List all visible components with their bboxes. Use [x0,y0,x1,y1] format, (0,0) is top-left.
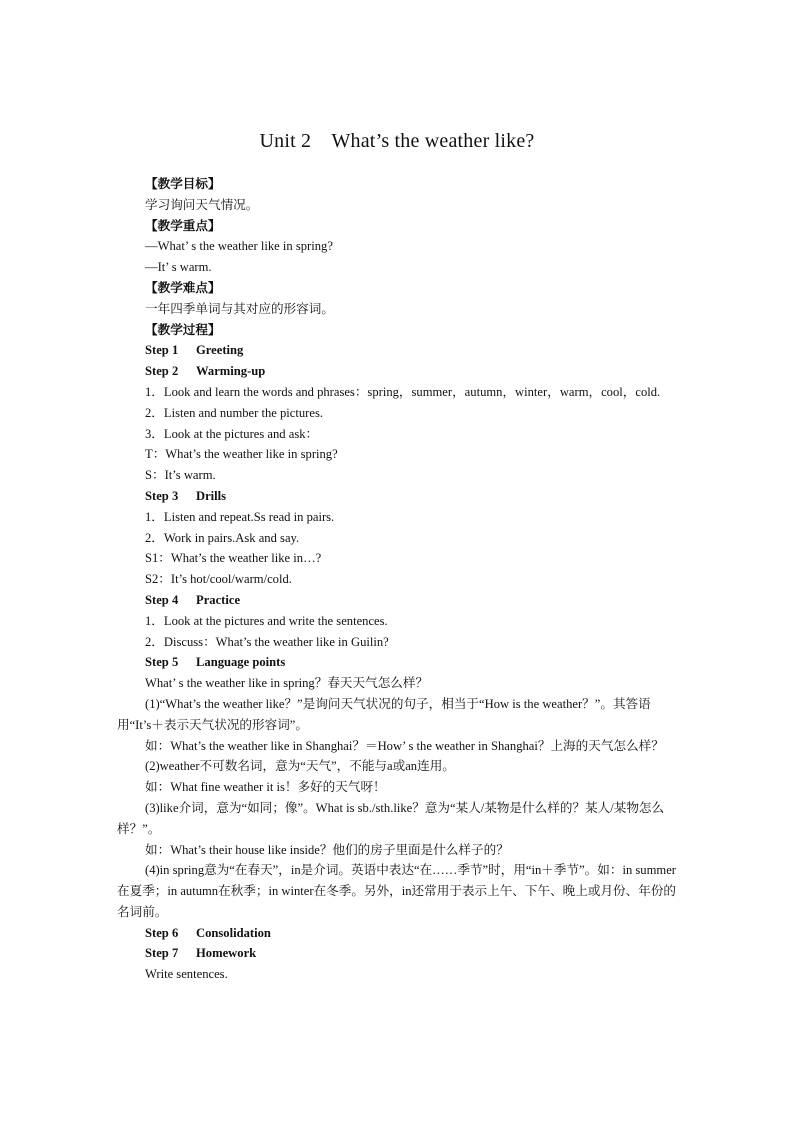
step-title: Consolidation [196,925,271,940]
key-points-heading: 【教学重点】 [145,218,221,233]
step-label: Step 5 [145,655,179,670]
process-heading: 【教学过程】 [145,322,221,337]
step-5-line: 如：What’s the weather like in Shanghai？＝How’ s the weather in Shanghai？上海的天气怎么样？ [145,738,664,753]
step-label: Step 2 [145,364,179,379]
document-body [117,174,683,985]
document-title: Unit 2 What’s the weather like? [259,130,535,152]
key-points-answer: —It’ s warm. [145,260,212,275]
step-3-line: 2．Work in pairs.Ask and say. [145,530,300,545]
step-label: Step 7 [145,946,179,961]
step-5-line: 如：What’s their house like inside？他们的房子里面是什么样子的？ [145,842,509,857]
step-3-line: S1：What’s the weather like in…? [145,551,322,566]
step-4-line: 1．Look at the pictures and write the sentences. [145,613,388,628]
step-title: Drills [196,488,227,503]
step-title: Practice [196,592,241,607]
step-4-line: 2．Discuss：What’s the weather like in Guilin? [145,634,389,649]
step-5-line: 如：What fine weather it is！多好的天气呀！ [145,780,386,795]
key-points-question: —What’ s the weather like in spring? [145,239,333,254]
step-4-heading [117,590,683,611]
objectives-heading: 【教学目标】 [145,177,221,191]
step-7-line: Write sentences. [145,967,228,982]
step-title: Homework [196,946,257,961]
step-label: Step 3 [145,488,179,503]
step-2-line: T：What’s the weather like in spring? [145,447,338,462]
step-3-line: S2：It’s hot/cool/warm/cold. [145,572,292,587]
step-1-heading [117,340,683,361]
step-2-line: 1．Look and learn the words and phrases：spring，summer，autumn，winter，warm，cool，cold. [145,384,661,399]
step-title: Warming-up [196,364,266,379]
step-5-line: (4)in spring意为“在春天”，in是介词。英语中表达“在……季节”时，用“in＋季节”。如：in summer在夏季；in autumn在秋季；in winter在冬季。另外，in还常用于表示上午、下午、晚上或月份、年份的名词前。 [117,863,677,919]
step-2-line: S：It’s warm. [145,468,216,483]
step-6-heading [117,923,683,944]
difficult-points-heading: 【教学难点】 [145,280,221,295]
step-3-heading [117,486,683,507]
step-5-line: What’ s the weather like in spring？春天天气怎么样？ [145,676,429,691]
step-5-line: (2)weather不可数名词，意为“天气”，不能与a或an连用。 [145,759,455,774]
difficult-points-text: 一年四季单词与其对应的形容词。 [145,301,334,316]
objectives-text: 学习询问天气情况。 [145,197,259,212]
step-title: Language points [196,655,286,670]
step-2-line: 3．Look at the pictures and ask： [145,426,319,441]
step-label: Step 1 [145,343,179,358]
step-2-heading [117,361,683,382]
step-title: Greeting [196,343,244,358]
step-5-line: (1)“What’s the weather like？”是询问天气状况的句子，相当于“How is the weather？”。其答语用“It’s＋表示天气状况的形容词”。 [117,696,651,732]
step-7-heading [117,943,683,964]
step-2-line: 2．Listen and number the pictures. [145,405,324,420]
step-5-line: (3)like介词，意为“如同；像”。What is sb./sth.like？意为“某人/某物是什么样的？某人/某物怎么样？”。 [117,800,665,836]
step-5-heading [117,652,683,673]
step-label: Step 4 [145,592,179,607]
step-3-line: 1．Listen and repeat.Ss read in pairs. [145,509,335,524]
step-label: Step 6 [145,925,179,940]
